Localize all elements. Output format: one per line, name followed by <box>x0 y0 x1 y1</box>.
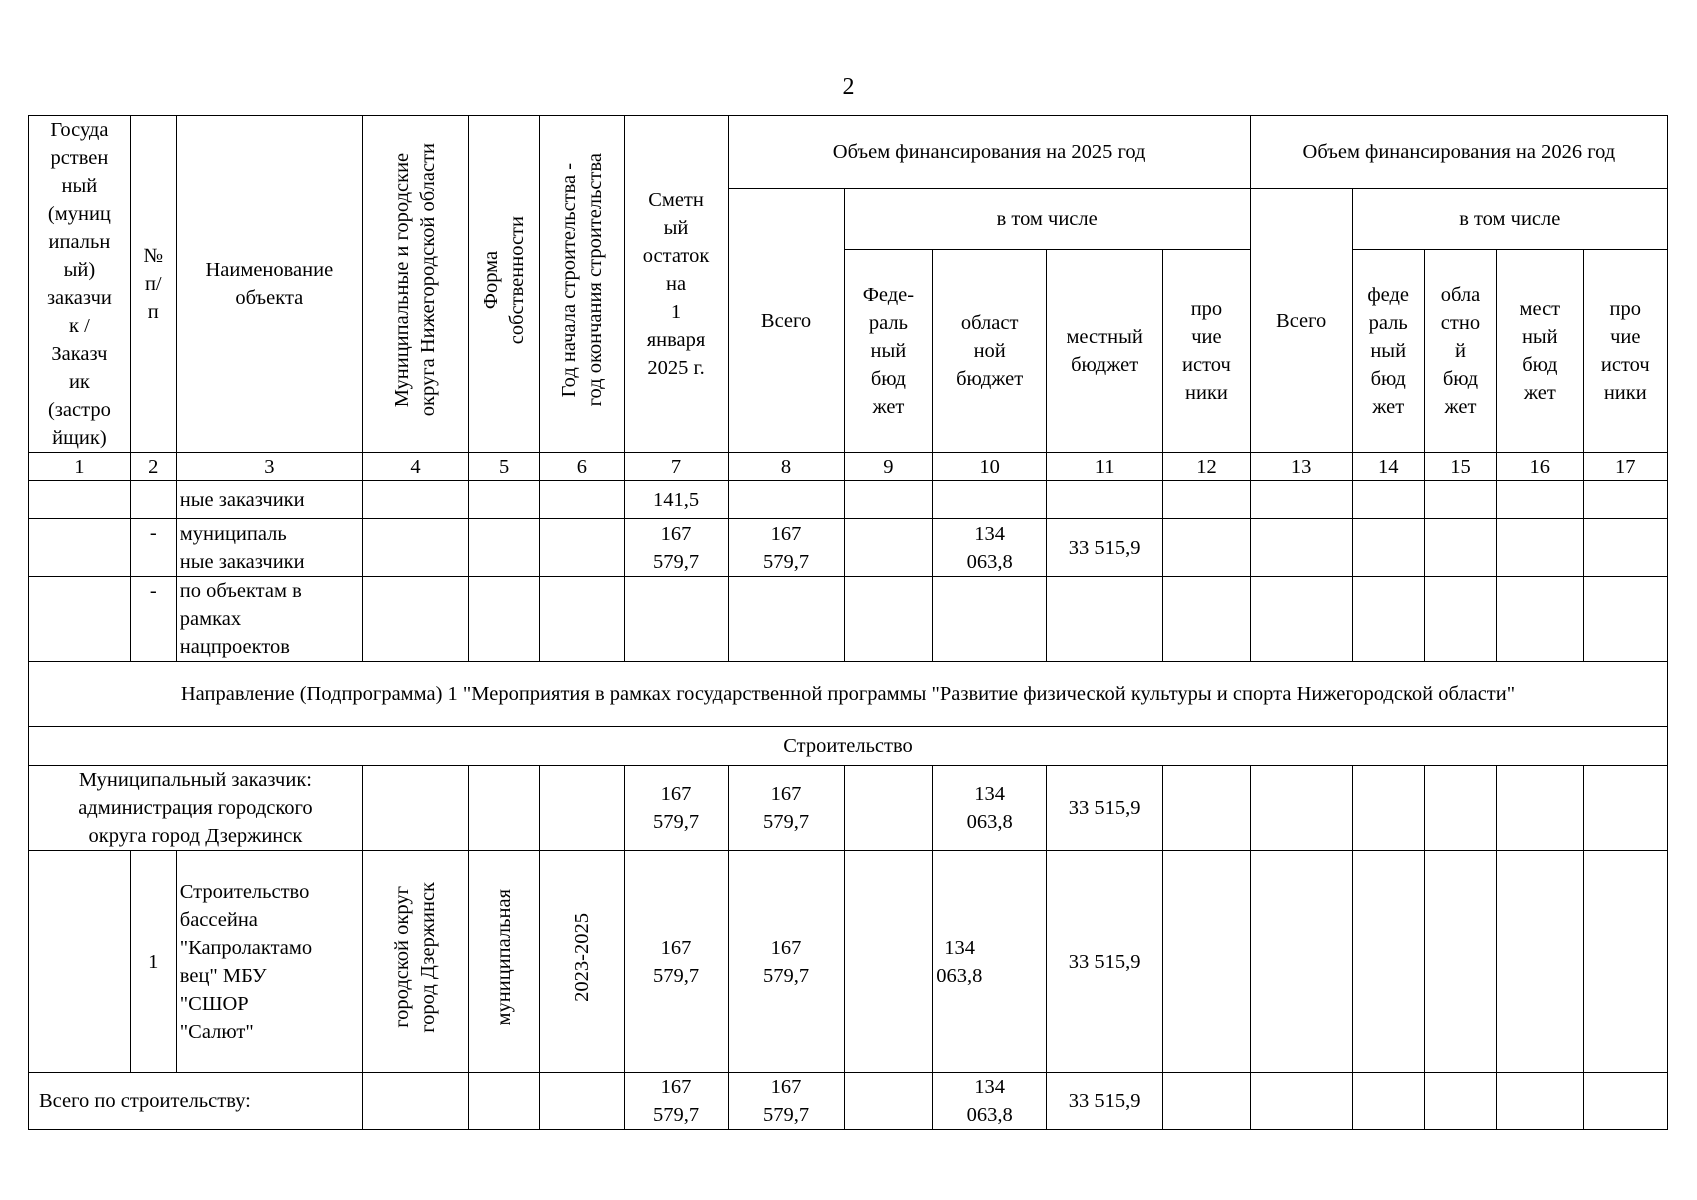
header-other-2025: про чие источ ники <box>1163 250 1251 453</box>
total-regional-2025: 134 063,8 <box>933 1073 1047 1130</box>
row-name: муниципаль ные заказчики <box>176 519 362 577</box>
row-estimate: 141,5 <box>624 481 728 519</box>
header-federal-2026: феде раль ный бюд жет <box>1352 250 1424 453</box>
header-total-2025: Всего <box>728 189 844 453</box>
column-number: 5 <box>469 453 540 481</box>
column-number: 12 <box>1163 453 1251 481</box>
table-row <box>29 577 1668 662</box>
row-regional-2025: 134 063,8 <box>933 519 1047 577</box>
header-regional-2026: обла стно й бюд жет <box>1424 250 1496 453</box>
column-number: 16 <box>1497 453 1583 481</box>
column-number: 3 <box>176 453 362 481</box>
row-num: - <box>130 577 176 662</box>
row-name: по объектам в рамках нацпроектов <box>176 577 362 662</box>
section-row <box>29 727 1668 766</box>
direction-row <box>29 662 1668 727</box>
row-num: 1 <box>130 851 176 1073</box>
column-number: 6 <box>540 453 624 481</box>
total-label: Всего по строительству: <box>29 1073 363 1130</box>
column-number: 1 <box>29 453 131 481</box>
row-total-2025: 167 579,7 <box>728 766 844 851</box>
financing-table <box>28 115 1668 1130</box>
header-regional-2025: област ной бюджет <box>933 250 1047 453</box>
section-title: Строительство <box>29 727 1668 766</box>
row-name: ные заказчики <box>176 481 362 519</box>
header-other-2026: про чие источ ники <box>1583 250 1667 453</box>
row-municipality: городской округ город Дзержинск <box>362 851 468 1073</box>
row-num: - <box>130 519 176 577</box>
row-estimate: 167 579,7 <box>624 851 728 1073</box>
column-number: 11 <box>1047 453 1163 481</box>
row-local-2025: 33 515,9 <box>1047 519 1163 577</box>
column-number: 13 <box>1250 453 1352 481</box>
table-row <box>29 851 1668 1073</box>
row-total-2025: 167 579,7 <box>728 851 844 1073</box>
row-local-2025: 33 515,9 <box>1047 766 1163 851</box>
row-estimate: 167 579,7 <box>624 766 728 851</box>
header-total-2026: Всего <box>1250 189 1352 453</box>
header-including-2025: в том числе <box>844 189 1250 250</box>
table-row <box>29 766 1668 851</box>
row-estimate: 167 579,7 <box>624 519 728 577</box>
table-row <box>29 481 1668 519</box>
header-ownership: Форма собственности <box>469 116 540 453</box>
header-estimate: Сметн ый остаток на 1 января 2025 г. <box>624 116 728 453</box>
table-row <box>29 519 1668 577</box>
header-object-name: Наименование объекта <box>176 116 362 453</box>
column-number: 9 <box>844 453 933 481</box>
header-municipality: Муниципальные и городские округа Нижегородской области <box>362 116 468 453</box>
column-number: 2 <box>130 453 176 481</box>
row-total-2025: 167 579,7 <box>728 519 844 577</box>
header-local-2025: местный бюджет <box>1047 250 1163 453</box>
header-local-2026: мест ный бюд жет <box>1497 250 1583 453</box>
total-row <box>29 1073 1668 1130</box>
column-number: 4 <box>362 453 468 481</box>
row-regional-2025: 134 063,8 <box>933 766 1047 851</box>
row-local-2025: 33 515,9 <box>1047 851 1163 1073</box>
row-years: 2023-2025 <box>540 851 624 1073</box>
row-ownership: муниципальная <box>469 851 540 1073</box>
column-numbers-row <box>29 453 1668 481</box>
header-years: Год начала строительства - год окончания строительства <box>540 116 624 453</box>
page-number: 2 <box>842 74 855 100</box>
row-name: Строительство бассейна "Капролактамо вец" МБУ "СШОР "Салют" <box>176 851 362 1073</box>
column-number: 7 <box>624 453 728 481</box>
direction-title: Направление (Подпрограмма) 1 "Мероприятия в рамках государственной программы "Развитие физической культуры и спорта Нижегородской области" <box>29 662 1668 727</box>
total-2025: 167 579,7 <box>728 1073 844 1130</box>
row-regional-2025: 134 063,8 <box>933 851 1047 1073</box>
column-number: 15 <box>1424 453 1496 481</box>
column-number: 8 <box>728 453 844 481</box>
column-number: 10 <box>933 453 1047 481</box>
header-federal-2025: Феде- раль ный бюд жет <box>844 250 933 453</box>
column-number: 17 <box>1583 453 1667 481</box>
total-local-2025: 33 515,9 <box>1047 1073 1163 1130</box>
header-num: № п/ п <box>130 116 176 453</box>
header-including-2026: в том числе <box>1352 189 1667 250</box>
column-number: 14 <box>1352 453 1424 481</box>
header-row-1 <box>29 116 1668 189</box>
total-estimate: 167 579,7 <box>624 1073 728 1130</box>
header-fin-2025: Объем финансирования на 2025 год <box>728 116 1250 189</box>
header-customer: Госуда рствен ный (муниц ипальн ый) заказчи к / Заказч ик (застро йщик) <box>29 116 131 453</box>
customer-name: Муниципальный заказчик: администрация городского округа город Дзержинск <box>29 766 363 851</box>
header-fin-2026: Объем финансирования на 2026 год <box>1250 116 1667 189</box>
